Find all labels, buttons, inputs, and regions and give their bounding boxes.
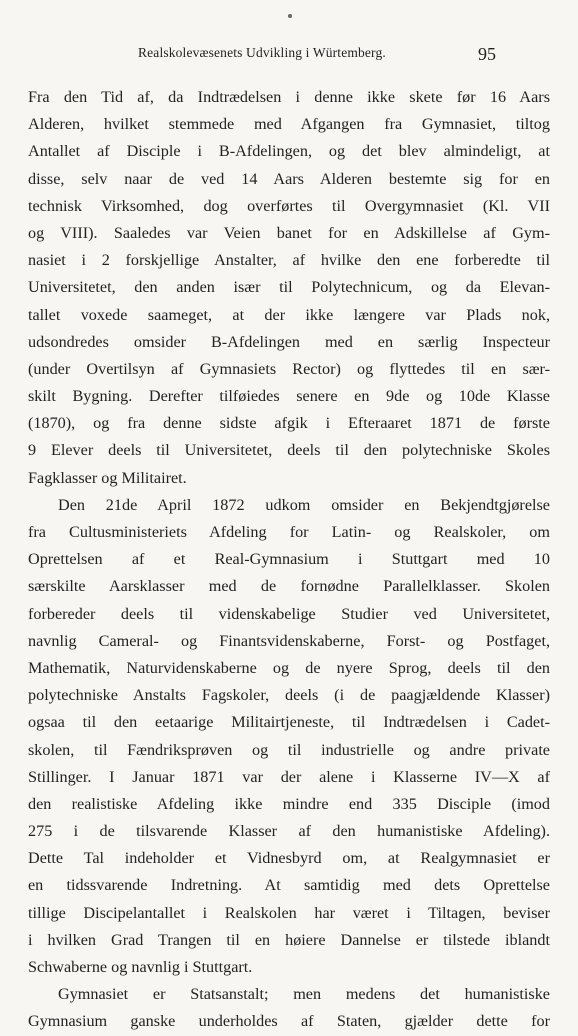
text-line: Oprettelsen af et Real-Gymnasium i Stuttgart med 10 [28, 550, 550, 569]
text-line: polytechniske Anstalts Fagskoler, deels (i de paagjældende Klasser) [28, 686, 550, 705]
text-line: Fra den Tid af, da Indtrædelsen i denne ikke skete før 16 Aars [28, 88, 550, 106]
text-line: udsondredes omsider B-Afdelingen med en særlig Inspecteur [28, 332, 550, 351]
text-line: Schwaberne og navnlig i Stuttgart. [28, 958, 253, 976]
page-number: 95 [478, 44, 496, 64]
ink-speck [288, 14, 292, 18]
text-line: Mathematik, Naturvidenskaberne og de nyere Sprog, deels til den [28, 658, 550, 677]
text-line: fra Cultusministeriets Afdeling for Latin- og Realskoler, om [28, 523, 550, 541]
text-line: skilt Bygning. Derefter tilføiedes senere en 9de og 10de Klasse [28, 387, 550, 406]
text-line: i hvilken Grad Trangen til en høiere Dannelse er tilstede iblandt [28, 930, 550, 949]
text-line: technisk Virksomhed, dog overførtes til Overgymnasiet (Kl. VII [28, 196, 550, 215]
text-line: og VIII). Saaledes var Veien banet for en Adskillelse af Gym- [28, 223, 550, 242]
text-line: Fagklasser og Militairet. [28, 468, 187, 487]
text-line: 275 i de tilsvarende Klasser af den humanistiske Afdeling). [28, 822, 550, 841]
text-line: Antallet af Disciple i B-Afdelingen, og det blev almindeligt, at [28, 142, 550, 161]
text-line: særskilte Aarsklasser med de fornødne Parallelklasser. Skolen [28, 577, 550, 596]
text-line: 9 Elever deels til Universitetet, deels til den polytechniske Skoles [28, 441, 550, 460]
text-line: den realistiske Afdeling ikke mindre end 335 Disciple (imod [28, 794, 550, 813]
text-line: Dette Tal indeholder et Vidnesbyrd om, at Realgymnasiet er [28, 849, 550, 868]
text-line: (under Overtilsyn af Gymnasiets Rector) og flyttedes til en sær- [28, 359, 550, 378]
body-text [28, 84, 550, 1036]
text-line: disse, selv naar de ved 14 Aars Alderen bestemte sig for en [28, 169, 550, 188]
text-line: ogsaa til den eetaarige Militairtjeneste, til Indtrædelsen i Cadet- [28, 713, 550, 732]
text-line: Gymnasiet er Statsanstalt; men medens det humanistiske [58, 985, 550, 1004]
text-line: forbereder deels til videnskabelige Studier ved Universitetet, [28, 604, 550, 623]
text-line: Universitetet, den anden især til Polytechnicum, og da Elevan- [28, 278, 550, 297]
text-line: skolen, til Fændriksprøven og til industrielle og andre private [28, 740, 550, 759]
text-line: Den 21de April 1872 udkom omsider en Bekjendtgjørelse [58, 495, 550, 514]
text-line: navnlig Cameral- og Finantsvidenskaberne, Forst- og Postfaget, [28, 631, 550, 650]
running-head: Realskolevæsenets Udvikling i Würtemberg. [138, 45, 386, 60]
text-line: tallet voxede saameget, at der ikke længere var Plads nok, [28, 305, 550, 324]
text-line: Alderen, hvilket stemmede med Afgangen fra Gymnasiet, tiltog [28, 115, 550, 134]
text-line: nasiet i 2 forskjellige Anstalter, af hvilke den ene forberedte til [28, 251, 550, 270]
text-line: en tidssvarende Indretning. At samtidig med dets Oprettelse [28, 876, 550, 895]
text-line: (1870), og fra denne sidste afgik i Efteraaret 1871 de første [28, 414, 550, 433]
text-line: tillige Discipelantallet i Realskolen har været i Tiltagen, beviser [28, 903, 550, 922]
text-line: Gymnasium ganske underholdes af Staten, gjælder dette for [28, 1012, 550, 1031]
text-line: Stillinger. I Januar 1871 var der alene i Klasserne IV—X af [28, 767, 550, 786]
